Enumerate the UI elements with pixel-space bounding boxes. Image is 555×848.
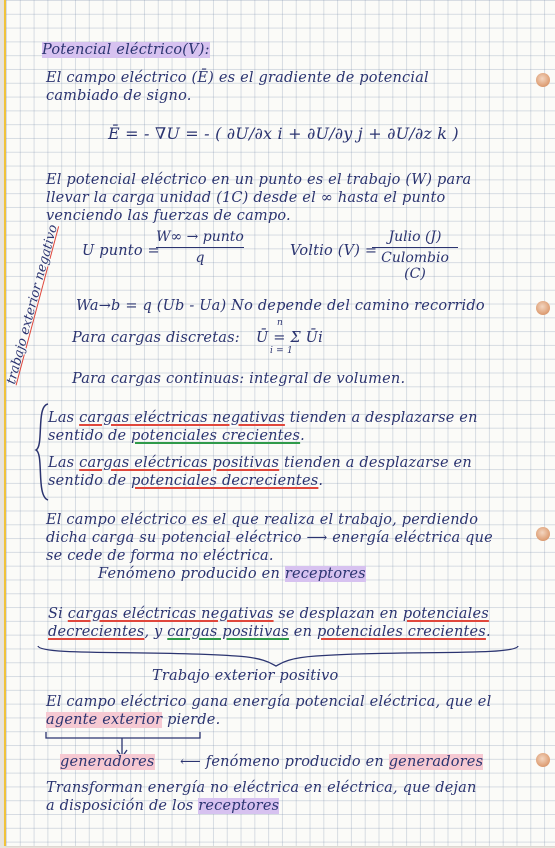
binder-hole — [536, 527, 550, 541]
text-line: El campo eléctrico gana energía potencial eléctrica, que el — [46, 694, 492, 710]
generators-label: generadores — [60, 754, 155, 770]
text-line: Si cargas eléctricas negativas se desplazan en potenciales — [48, 606, 489, 622]
potential-lhs: U punto = — [82, 243, 160, 259]
text-line: dicha carga su potencial eléctrico ⟶ energía eléctrica que — [46, 530, 493, 546]
potential-fraction — [156, 229, 244, 266]
discrete-formula: Ū = Σ Ūi — [256, 330, 323, 346]
text-line: El potencial eléctrico en un punto es el trabajo (W) para — [46, 172, 472, 188]
text-line: Las cargas eléctricas positivas tienden a desplazarse en — [48, 455, 472, 471]
work-formula: Wa→b = q (Ub - Ua) No depende del camino recorrido — [76, 298, 485, 314]
text-line: venciendo las fuerzas de campo. — [46, 208, 291, 224]
text-line: sentido de potenciales crecientes. — [48, 428, 305, 444]
binder-hole — [536, 301, 550, 315]
text-line: El campo eléctrico (Ē) es el gradiente de potencial — [46, 70, 429, 86]
receptors-line: Fenómeno producido en receptores — [98, 566, 366, 582]
binder-hole — [536, 73, 550, 87]
side-note: trabajo exterior negativo — [4, 223, 62, 386]
text-line: cambiado de signo. — [46, 88, 192, 104]
text-line: llevar la carga unidad (1C) desde el ∞ hasta el punto — [46, 190, 446, 206]
notebook-page — [4, 0, 555, 846]
text-line: se cede de forma no eléctrica. — [46, 548, 274, 564]
sum-lower-limit: i = 1 — [270, 346, 293, 356]
discrete-label: Para cargas discretas: — [72, 330, 240, 346]
text-line: agente exterior pierde. — [46, 712, 221, 728]
sum-upper-limit: n — [277, 318, 283, 328]
text-line: Para cargas continuas: integral de volumen. — [72, 371, 406, 387]
volt-lhs: Voltio (V) = — [290, 243, 378, 259]
text-line: sentido de potenciales decrecientes. — [48, 473, 324, 489]
fraction-denominator: q — [195, 250, 205, 266]
page-title: Potencial eléctrico(V): — [42, 42, 210, 58]
fraction-denominator: Culombio (C) — [381, 250, 449, 282]
volt-fraction — [372, 229, 458, 282]
text-line: Las cargas eléctricas negativas tienden a desplazarse en — [48, 410, 478, 426]
fraction-numerator: Julio (J) — [388, 229, 442, 245]
gradient-formula: Ē = - ∇U = - ( ∂U/∂x i + ∂U/∂y j + ∂U/∂z k ) — [108, 124, 459, 143]
text-line: El campo eléctrico es el que realiza el trabajo, perdiendo — [46, 512, 479, 528]
text-line: decrecientes, y cargas positivas en potenciales crecientes. — [48, 624, 491, 640]
fraction-numerator: W∞ → punto — [156, 229, 244, 245]
text-line: Trabajo exterior positivo — [152, 668, 339, 684]
horizontal-brace — [36, 644, 520, 668]
text-line: a disposición de los receptores — [46, 798, 280, 814]
generators-line: ⟵ fenómeno producido en generadores — [180, 754, 484, 770]
binder-hole — [536, 753, 550, 767]
text-line: Transforman energía no eléctrica en eléctrica, que dejan — [46, 780, 477, 796]
